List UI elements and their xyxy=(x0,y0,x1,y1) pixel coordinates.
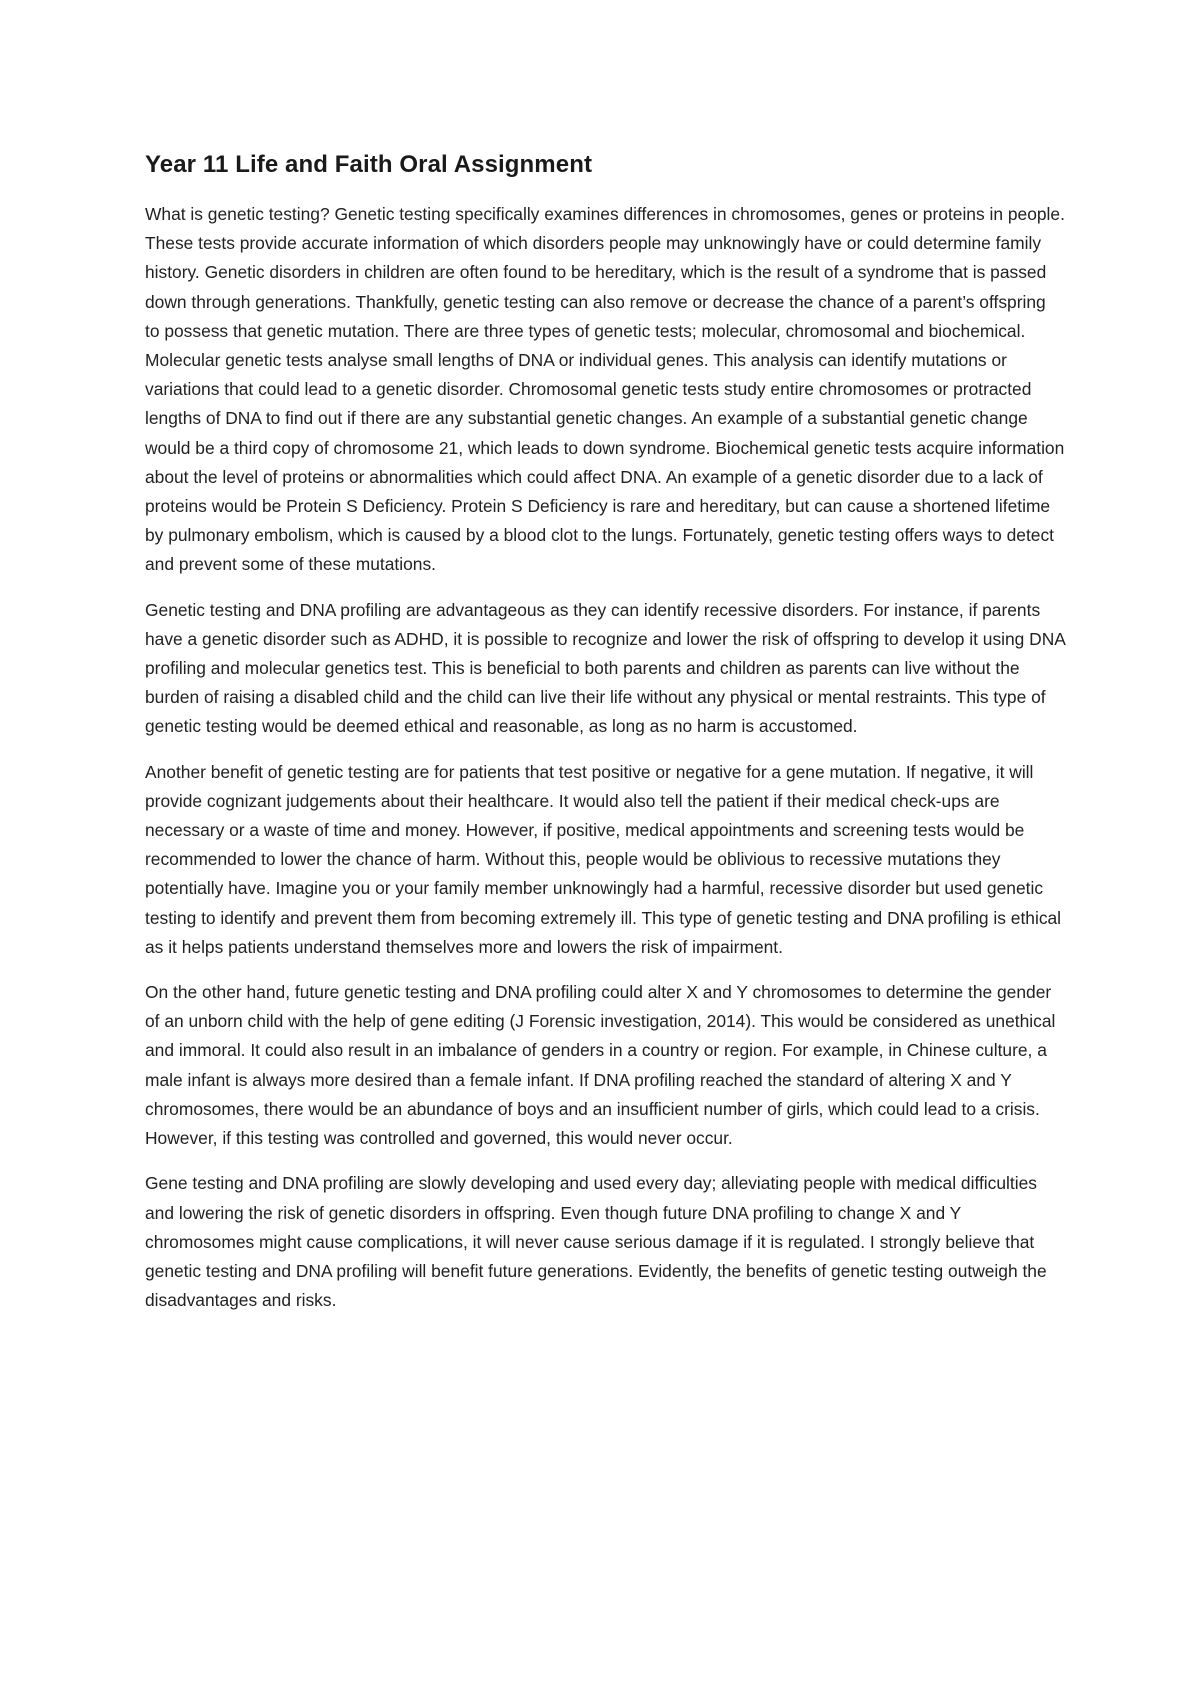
paragraph-advantages: Genetic testing and DNA profiling are advantageous as they can identify recessive disorders. For instance, if parents have a genetic disorder such as ADHD, it is possible to recognize and lower the risk of offspring to develop it using DNA profiling and molecular genetics test. This is beneficial to both parents and children as parents can live without the burden of raising a disabled child and the child can live their life without any physical or mental restraints. This type of genetic testing would be deemed ethical and reasonable, as long as no harm is accustomed. xyxy=(145,599,1065,737)
paragraph-intro: What is genetic testing? Genetic testing specifically examines differences in chromosomes, genes or proteins in people. These tests provide accurate information of which disorders people may unknowingly have or could determine family history. Genetic disorders in children are often found to be hereditary, which is the result of a syndrome that is passed down through generations. Thankfully, genetic testing can also remove or decrease the chance of a parent’s offspring to possess that genetic mutation. There are three types of genetic tests; molecular, chromosomal and biochemical. Molecular genetic tests analyse small lengths of DNA or individual genes. This analysis can identify mutations or variations that could lead to a genetic disorder. Chromosomal genetic tests study entire chromosomes or protracted lengths of DNA to find out if there are any substantial genetic changes. An example of a substantial genetic change would be a third copy of chromosome 21, which leads to down syndrome. Biochemical genetic tests acquire information about the level of proteins or abnormalities which could affect DNA. An example of a genetic disorder due to a lack of proteins would be Protein S Deficiency. Protein S Deficiency is rare and hereditary, but can cause a shortened lifetime by pulmonary embolism, which is caused by a blood clot to the lungs. Fortunately, genetic testing offers ways to detect and prevent some of these mutations. xyxy=(145,204,1065,575)
paragraph-counterpoint: On the other hand, future genetic testing and DNA profiling could alter X and Y chromosomes to determine the gender of an unborn child with the help of gene editing (J Forensic investigation, 2014). This would be considered as unethical and immoral. It could also result in an imbalance of genders in a country or region. For example, in Chinese culture, a male infant is always more desired than a female infant. If DNA profiling reached the standard of altering X and Y chromosomes, there would be an abundance of boys and an insufficient number of girls, which could lead to a crisis. However, if this testing was controlled and governed, this would never occur. xyxy=(145,982,1056,1149)
document-title: Year 11 Life and Faith Oral Assignment xyxy=(145,151,593,178)
document-page xyxy=(145,150,1065,1331)
paragraph-conclusion: Gene testing and DNA profiling are slowly developing and used every day; alleviating people with medical difficulties and lowering the risk of genetic disorders in offspring. Even though future DNA profiling to change X and Y chromosomes might cause complications, it will never cause serious damage if it is regulated. I strongly believe that genetic testing and DNA profiling will benefit future generations. Evidently, the benefits of genetic testing outweigh the disadvantages and risks. xyxy=(145,1173,1047,1311)
paragraph-patient-benefit: Another benefit of genetic testing are for patients that test positive or negative for a gene mutation. If negative, it will provide cognizant judgements about their healthcare. It would also tell the patient if their medical check-ups are necessary or a waste of time and money. However, if positive, medical appointments and screening tests would be recommended to lower the chance of harm. Without this, people would be oblivious to recessive mutations they potentially have. Imagine you or your family member unknowingly had a harmful, recessive disorder but used genetic testing to identify and prevent them from becoming extremely ill. This type of genetic testing and DNA profiling is ethical as it helps patients understand themselves more and lowers the risk of impairment. xyxy=(145,761,1062,957)
